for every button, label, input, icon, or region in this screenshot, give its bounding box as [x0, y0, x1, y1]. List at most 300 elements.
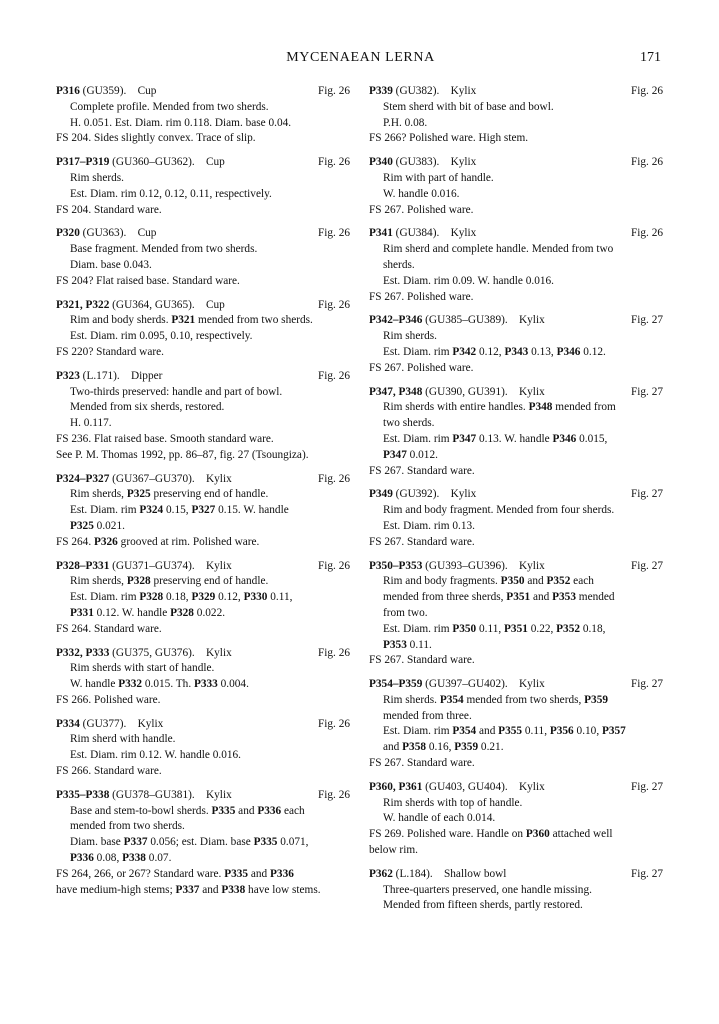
figure-reference: Fig. 26 [317, 559, 350, 572]
catalogue-number: P354–P359 [369, 678, 423, 691]
shape-note [56, 883, 350, 899]
inventory-code: (GU367–GU370). [109, 472, 195, 485]
catalogue-number: P321, P322 [56, 298, 110, 311]
inventory-code: (GU359). [79, 85, 127, 97]
entry-heading-main [369, 559, 545, 575]
text-segment: two sherds. [383, 417, 435, 430]
catalogue-entry [56, 226, 350, 289]
entry-heading [56, 155, 350, 171]
catalogue-number: P347, P348 [369, 385, 423, 398]
text-segment: 0.21. [478, 741, 504, 754]
shape-note: FS 266. Standard ware. [56, 765, 162, 778]
entry-description [369, 503, 663, 535]
text-segment: 0.11, [267, 591, 293, 604]
text-segment: Est. Diam. rim [383, 432, 453, 445]
entry-description [369, 693, 663, 756]
text-segment: attached well [549, 828, 613, 841]
catalogue-number: P354 [452, 725, 477, 738]
text-segment: Est. Diam. rim [383, 725, 453, 738]
figure-reference: Fig. 27 [630, 780, 663, 793]
vessel-type: Kylix [439, 227, 477, 240]
description-line: Three-quarters preserved, one handle missing. [383, 883, 592, 896]
description-line: Rim with part of handle. [383, 171, 494, 184]
catalogue-number: P325 [126, 488, 151, 501]
description-line: Rim and body fragment. Mended from four sherds. [383, 504, 615, 517]
description-line: W. handle of each 0.014. [383, 812, 496, 825]
text-segment: W. handle [70, 678, 119, 691]
catalogue-entry [56, 155, 350, 218]
text-segment: and [248, 867, 271, 880]
figure-reference: Fig. 27 [630, 867, 663, 880]
entry-heading-main [56, 155, 225, 171]
description-line: Rim sherds with top of handle. [383, 796, 523, 809]
inventory-code: (GU392). [392, 488, 440, 501]
entry-heading [369, 226, 663, 242]
catalogue-number: P359 [584, 693, 609, 706]
shape-note: FS 267. Standard ware. [369, 464, 475, 477]
entry-heading [56, 559, 350, 575]
entry-heading [56, 298, 350, 314]
entry-description [56, 732, 350, 764]
description-line [383, 432, 663, 448]
entry-heading [56, 369, 350, 385]
text-segment: 0.015, [576, 432, 608, 445]
entry-heading-main [369, 487, 476, 503]
entry-heading-main [369, 313, 545, 329]
description-line: Est. Diam. rim 0.12. W. handle 0.016. [70, 749, 242, 762]
shape-note: FS 267. Polished ware. [369, 290, 474, 303]
entry-description [56, 385, 350, 432]
catalogue-number: P325 [70, 519, 94, 532]
shape-note: FS 204. Sides slightly convex. Trace of slip. [56, 132, 256, 145]
figure-reference: Fig. 26 [630, 156, 663, 169]
text-segment: FS 264. [56, 535, 94, 548]
description-line: H. 0.051. Est. Diam. rim 0.118. Diam. base 0.04. [70, 116, 292, 129]
description-line [383, 606, 663, 622]
vessel-type: Kylix [194, 472, 232, 485]
vessel-type: Kylix [507, 780, 545, 793]
catalogue-number: P348 [528, 401, 553, 414]
catalogue-number: P336 [270, 867, 294, 880]
entry-description [56, 661, 350, 693]
description-line [70, 503, 350, 519]
description-line [70, 819, 350, 835]
shape-note: FS 204. Standard ware. [56, 203, 162, 216]
entry-description [369, 329, 663, 361]
vessel-type: Kylix [507, 385, 545, 398]
description-line: sherds. [383, 258, 415, 271]
figure-reference: Fig. 27 [630, 488, 663, 501]
description-line [70, 804, 350, 820]
catalogue-number: P342 [452, 345, 477, 358]
description-line: Rim sherds. [70, 171, 124, 184]
entry-heading [369, 84, 663, 100]
catalogue-entry [56, 559, 350, 638]
entry-heading [369, 487, 663, 503]
catalogue-number: P360 [525, 828, 550, 841]
shape-note: FS 267. Standard ware. [369, 757, 475, 770]
text-segment: preserving end of handle. [150, 488, 269, 501]
inventory-code: (GU360–GU362). [109, 156, 195, 169]
text-segment: and [383, 741, 403, 754]
text-segment: and [199, 883, 222, 896]
description-line: Rim sherd with handle. [70, 733, 176, 746]
text-segment: FS 264, 266, or 267? Standard ware. [56, 867, 225, 880]
text-segment: Rim sherds. [383, 330, 437, 343]
text-segment: mended from two sherds. [195, 314, 313, 327]
description-line: Est. Diam. rim 0.12, 0.12, 0.11, respectively. [70, 187, 272, 200]
catalogue-number: P328–P331 [56, 559, 110, 572]
shape-note: FS 267. Polished ware. [369, 361, 474, 374]
catalogue-entry [56, 646, 350, 709]
entry-heading-main [369, 780, 545, 796]
text-segment: 0.015. Th. [142, 678, 194, 691]
text-segment: and [476, 725, 499, 738]
entry-heading [56, 226, 350, 242]
vessel-type: Cup [194, 298, 225, 311]
catalogue-number: P352 [546, 575, 571, 588]
entry-heading-main [56, 298, 225, 314]
shape-note: FS 266? Polished ware. High stem. [369, 132, 529, 145]
entry-heading [56, 472, 350, 488]
text-segment: have medium-high stems; [56, 883, 176, 896]
entry-description [56, 804, 350, 867]
description-line [70, 313, 350, 329]
entry-description [56, 171, 350, 203]
inventory-code: (GU390, GU391). [422, 385, 508, 398]
text-segment: 0.12. W. handle [93, 606, 171, 619]
catalogue-entry [369, 385, 663, 480]
description-line [383, 574, 663, 590]
entry-heading-main [56, 84, 156, 100]
entry-description [369, 400, 663, 463]
catalogue-number: P340 [369, 156, 393, 169]
catalogue-number: P362 [369, 867, 393, 880]
entry-description [369, 574, 663, 653]
shape-note: FS 267. Standard ware. [369, 654, 475, 667]
page-header [60, 50, 661, 70]
figure-reference: Fig. 26 [317, 227, 350, 240]
catalogue-entry [56, 788, 350, 899]
catalogue-entry [369, 487, 663, 550]
description-line [70, 329, 350, 345]
vessel-type: Cup [126, 227, 157, 240]
entry-heading [369, 559, 663, 575]
description-line: H. 0.117. [70, 417, 112, 430]
text-segment: 0.13. W. handle [476, 432, 553, 445]
text-segment: mended from two sherds, [463, 693, 585, 706]
text-segment: Est. Diam. rim 0.095, 0.10, respectively. [70, 330, 253, 343]
catalogue-number: P343 [504, 345, 529, 358]
catalogue-entry [369, 155, 663, 218]
entry-description [369, 100, 663, 132]
text-segment: below rim. [369, 844, 418, 857]
entry-description [369, 171, 663, 203]
entry-description [56, 313, 350, 345]
catalogue-number: P335 [211, 804, 236, 817]
description-line [70, 519, 350, 535]
catalogue-entry [369, 677, 663, 772]
catalogue-number: P351 [504, 622, 528, 635]
catalogue-number: P320 [56, 227, 80, 240]
catalogue-number: P332, P333 [56, 646, 110, 659]
catalogue-number: P337 [123, 836, 148, 849]
catalogue-number: P323 [56, 369, 80, 382]
description-line: Mended from fifteen sherds, partly restored. [383, 899, 583, 912]
inventory-code: (L.171). [79, 369, 120, 382]
entry-heading-main [56, 472, 232, 488]
catalogue-entry [56, 369, 350, 464]
vessel-type: Kylix [126, 717, 164, 730]
description-line [70, 661, 350, 677]
entry-heading-main [56, 646, 232, 662]
description-line [70, 606, 350, 622]
catalogue-number: P328 [139, 591, 164, 604]
catalogue-number: P316 [56, 85, 80, 97]
catalogue-number: P357 [601, 725, 626, 738]
text-segment: Rim sherds, [70, 575, 127, 588]
running-title: MYCENAEAN LERNA [286, 50, 435, 65]
vessel-type: Kylix [507, 559, 545, 572]
text-segment: 0.012. [406, 448, 438, 461]
inventory-code: (GU375, GU376). [109, 646, 195, 659]
text-segment: Est. Diam. rim [70, 591, 140, 604]
text-segment: Est. Diam. rim [70, 504, 140, 517]
vessel-type: Kylix [194, 788, 232, 801]
vessel-type: Kylix [439, 156, 477, 169]
text-segment: and [235, 804, 258, 817]
entry-heading [56, 717, 350, 733]
figure-reference: Fig. 27 [630, 385, 663, 398]
entry-description [56, 242, 350, 274]
catalogue-entry [369, 313, 663, 376]
catalogue-number: P350 [452, 622, 477, 635]
text-segment: 0.07. [145, 852, 172, 865]
text-segment: 0.22, [527, 622, 557, 635]
catalogue-entry [369, 84, 663, 147]
entry-description [56, 100, 350, 132]
description-line [383, 400, 663, 416]
catalogue-entry [56, 298, 350, 361]
text-segment: 0.022. [193, 606, 226, 619]
description-line [70, 851, 350, 867]
entry-description [369, 796, 663, 828]
entry-heading-main [369, 84, 476, 100]
catalogue-number: P353 [552, 591, 576, 604]
figure-reference: Fig. 26 [317, 298, 350, 311]
text-segment: 0.08, [93, 852, 123, 865]
catalogue-number: P332 [118, 678, 143, 691]
text-segment: 0.10, [573, 725, 602, 738]
description-line [383, 622, 663, 638]
catalogue-number: P358 [402, 741, 426, 754]
catalogue-number: P324 [139, 504, 164, 517]
description-line [383, 590, 663, 606]
catalogue-number: P328 [170, 606, 194, 619]
inventory-code: (GU393–GU396). [422, 559, 508, 572]
text-segment: 0.11, [476, 622, 505, 635]
description-line: Est. Diam. rim 0.09. W. handle 0.016. [383, 274, 555, 287]
text-segment: have low stems. [245, 883, 321, 896]
vessel-type: Cup [194, 156, 225, 169]
description-line [70, 835, 350, 851]
text-segment: 0.11, [522, 725, 550, 738]
description-line [383, 709, 663, 725]
inventory-code: (GU384). [392, 227, 440, 240]
catalogue-number: P335 [253, 836, 278, 849]
text-segment: 0.13, [528, 345, 557, 358]
inventory-code: (L.184). [392, 867, 433, 880]
catalogue-entry [369, 780, 663, 859]
text-segment: 0.18, [163, 591, 192, 604]
entry-heading [369, 313, 663, 329]
catalogue-number: P342–P346 [369, 314, 423, 327]
catalogue-number: P331 [70, 606, 94, 619]
text-segment: 0.004. [217, 678, 249, 691]
catalogue-entry [369, 226, 663, 305]
vessel-type: Dipper [119, 369, 163, 382]
catalogue-number: P335 [224, 867, 249, 880]
text-segment: Rim sherds with start of handle. [70, 662, 215, 675]
catalogue-number: P347 [383, 448, 407, 461]
catalogue-number: P337 [175, 883, 200, 896]
catalogue-entry [56, 84, 350, 147]
shape-note: FS 266. Polished ware. [56, 693, 161, 706]
text-segment: Diam. base [70, 836, 124, 849]
entry-heading [56, 84, 350, 100]
figure-reference: Fig. 27 [630, 559, 663, 572]
description-line: Diam. base 0.043. [70, 258, 152, 271]
description-line [383, 416, 663, 432]
vessel-type: Cup [126, 85, 157, 97]
entry-heading [369, 867, 663, 883]
catalogue-number: P336 [257, 804, 282, 817]
description-line: Rim sherd and complete handle. Mended from two [383, 243, 614, 256]
catalogue-number: P334 [56, 717, 80, 730]
text-segment: mended [575, 591, 615, 604]
text-segment: from two. [383, 606, 428, 619]
catalogue-number: P326 [93, 535, 118, 548]
shape-note [369, 843, 663, 859]
figure-reference: Fig. 26 [630, 227, 663, 240]
description-line: Base fragment. Mended from two sherds. [70, 243, 258, 256]
text-segment: each [281, 804, 305, 817]
text-segment: Base and stem-to-bowl sherds. [70, 804, 212, 817]
catalogue-entry [369, 559, 663, 670]
catalogue-number: P333 [193, 678, 218, 691]
catalogue-number: P321 [171, 314, 196, 327]
catalogue-number: P346 [552, 432, 577, 445]
figure-reference: Fig. 26 [317, 85, 350, 97]
description-line [70, 487, 350, 503]
entry-heading [369, 780, 663, 796]
text-segment: 0.12, [215, 591, 244, 604]
entry-heading-main [369, 226, 476, 242]
text-segment: preserving end of handle. [150, 575, 269, 588]
text-segment: 0.16, [426, 741, 455, 754]
entry-description [369, 883, 663, 915]
description-line [383, 329, 663, 345]
text-segment: 0.15, [163, 504, 192, 517]
figure-reference: Fig. 26 [317, 646, 350, 659]
text-segment: Rim sherds, [70, 488, 127, 501]
shape-note: FS 267. Standard ware. [369, 535, 475, 548]
description-line: W. handle 0.016. [383, 187, 460, 200]
entry-description [56, 487, 350, 534]
shape-note: FS 264. Standard ware. [56, 622, 162, 635]
shape-note: FS 204? Flat raised base. Standard ware. [56, 274, 240, 287]
entry-description [56, 574, 350, 621]
inventory-code: (GU378–GU381). [109, 788, 195, 801]
catalogue-entry [56, 472, 350, 551]
catalogue-number: P338 [122, 852, 146, 865]
figure-reference: Fig. 26 [317, 788, 350, 801]
figure-reference: Fig. 26 [317, 156, 350, 169]
entry-heading-main [56, 226, 156, 242]
catalogue-number: P335–P338 [56, 788, 110, 801]
entry-heading [56, 788, 350, 804]
catalogue-number: P328 [126, 575, 151, 588]
text-segment: 0.071, [277, 836, 309, 849]
figure-reference: Fig. 26 [317, 472, 350, 485]
text-segment: Rim and body fragments. [383, 575, 501, 588]
description-line: Two-thirds preserved: handle and part of bowl. [70, 385, 283, 398]
vessel-type: Kylix [507, 678, 545, 691]
text-segment: 0.12. [580, 345, 606, 358]
entry-heading-main [369, 385, 545, 401]
text-segment: 0.18, [580, 622, 606, 635]
page-number: 171 [640, 50, 661, 65]
catalogue-number: P350–P353 [369, 559, 423, 572]
catalogue-number: P359 [454, 741, 479, 754]
text-segment: Rim sherds. [383, 693, 440, 706]
entry-heading-main [56, 788, 232, 804]
description-line [70, 590, 350, 606]
inventory-code: (GU397–GU402). [422, 678, 508, 691]
entry-heading-main [369, 867, 506, 883]
description-line: Complete profile. Mended from two sherds. [70, 100, 269, 113]
description-line [70, 574, 350, 590]
entry-description [369, 242, 663, 289]
catalogue-number: P347 [452, 432, 477, 445]
text-segment: FS 269. Polished ware. Handle on [369, 828, 526, 841]
inventory-code: (GU377). [79, 717, 127, 730]
description-line: P.H. 0.08. [383, 116, 428, 129]
catalogue-number: P330 [243, 591, 268, 604]
catalogue-number: P356 [549, 725, 574, 738]
description-line [383, 345, 663, 361]
entry-heading-main [56, 559, 232, 575]
entry-heading [369, 155, 663, 171]
figure-reference: Fig. 27 [630, 678, 663, 691]
catalogue-number: P317–P319 [56, 156, 110, 169]
text-segment: Est. Diam. rim [383, 345, 453, 358]
text-segment: and [530, 591, 553, 604]
figure-reference: Fig. 27 [630, 314, 663, 327]
shape-note [56, 867, 350, 883]
catalogue-number: P329 [191, 591, 216, 604]
shape-note: FS 267. Polished ware. [369, 203, 474, 216]
inventory-code: (GU363). [79, 227, 127, 240]
vessel-type: Kylix [194, 559, 232, 572]
description-line [383, 724, 663, 740]
catalogue-number: P349 [369, 488, 393, 501]
text-segment: Est. Diam. rim [383, 622, 453, 635]
entry-heading-main [56, 717, 163, 733]
inventory-code: (GU383). [392, 156, 440, 169]
vessel-type: Kylix [439, 488, 477, 501]
text-segment: 0.11. [406, 638, 432, 651]
